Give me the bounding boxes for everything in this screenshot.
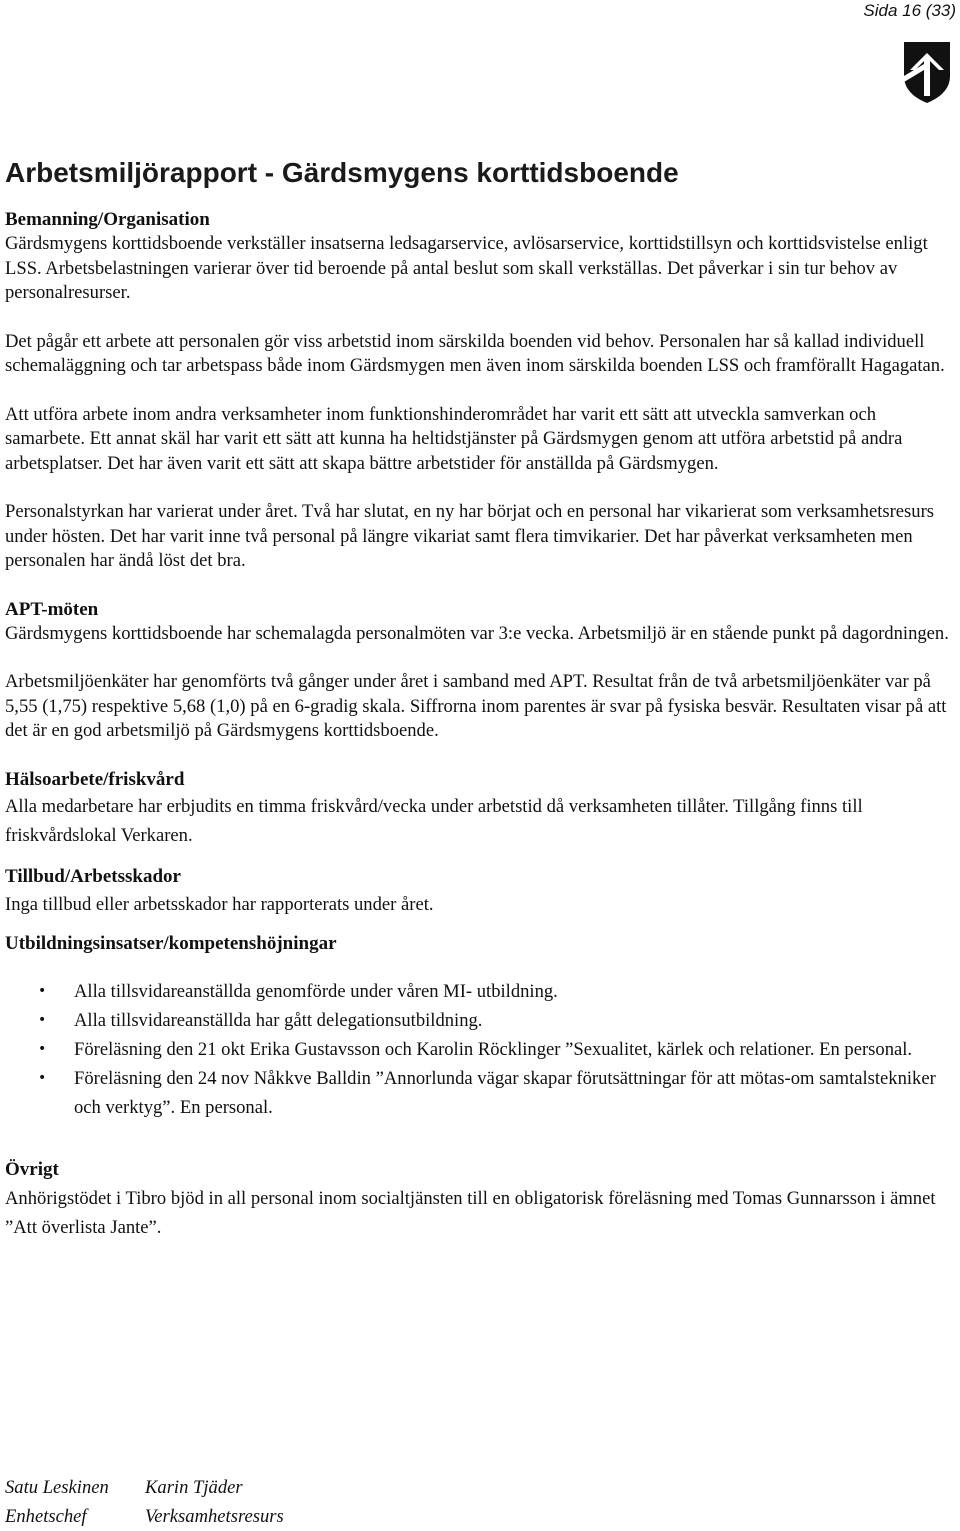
page-title: Arbetsmiljörapport - Gärdsmygens korttidsboende [5, 157, 679, 188]
section-heading: APT-möten [5, 598, 99, 620]
paragraph: Gärdsmygens korttidsboende verkställer insatserna ledsagarservice, avlösarservice, korttidstillsyn och korttidsvistelse enligt LSS. Arbetsbelastningen varierar över tid beroende på antal beslut som skall verkställas. Det påverkar i sin tur behov av personalresurser. [5, 233, 928, 303]
section-heading: Tillbud/Arbetsskador [5, 865, 181, 887]
signature [145, 1473, 284, 1531]
section-utbildning [5, 931, 955, 1122]
section-heading: Utbildningsinsatser/kompetenshöjningar [5, 932, 337, 954]
section-apt [5, 598, 955, 744]
bullet-icon: • [38, 1069, 47, 1086]
paragraph: Alla medarbetare har erbjudits en timma friskvård/vecka under arbetstid då verksamheten tillåter. Tillgång finns till friskvårdslokal Verkaren. [5, 795, 863, 846]
section-heading: Övrigt [5, 1158, 59, 1180]
paragraph: Personalstyrkan har varierat under året. Två har slutat, en ny har börjat och en personal har vikarierat som verksamhetsresurs under hösten. Det har varit inne två personal på längre vikariat samt flera timvikarier. Det har påverkat verksamheten men personalen har ändå löst det bra. [5, 501, 935, 571]
signature-role: Verksamhetsresurs [145, 1506, 284, 1527]
municipality-shield-icon [902, 40, 952, 104]
list-item [5, 1006, 955, 1035]
paragraph: Anhörigstödet i Tibro bjöd in all personal inom socialtjänsten till en obligatorisk föreläsning med Tomas Gunnarsson i ämnet ”Att överlista Jante”. [5, 1187, 936, 1238]
section-tillbud [5, 864, 955, 919]
list-item-text: Alla tillsvidareanställda har gått delegationsutbildning. [74, 1009, 483, 1031]
paragraph: Att utföra arbete inom andra verksamheter inom funktionshinderområdet har varit ett sätt att utveckla samverkan och samarbete. Ett annat skäl har varit ett sätt att kunna ha heltidstjänster på Gärdsmygen genom att utföra arbetstid på andra arbetsplatser. Det har även varit ett sätt att skapa bättre arbetstider för anställda på Gärdsmygen. [5, 403, 903, 474]
bullet-icon: • [38, 982, 47, 999]
section-heading: Hälsoarbete/friskvård [5, 768, 185, 790]
list-item-text: Alla tillsvidareanställda genomförde under våren MI- utbildning. [74, 980, 558, 1002]
signature-name: Karin Tjäder [145, 1477, 243, 1498]
list-item [5, 1064, 955, 1122]
bullet-icon: • [38, 1040, 47, 1057]
section-halsoarbete [5, 768, 955, 850]
page-number: Sida 16 (33) [863, 1, 956, 20]
section-heading: Bemanning/Organisation [5, 209, 210, 230]
signature-role: Enhetschef [5, 1506, 87, 1527]
list-item-text: Föreläsning den 24 nov Nåkkve Balldin ”Annorlunda vägar skapar förutsättningar för att mötas-om samtalstekniker och verktyg”. En personal. [74, 1067, 936, 1118]
paragraph: Inga tillbud eller arbetsskador har rapporterats under året. [5, 893, 434, 915]
bullet-list [5, 977, 955, 1122]
paragraph: Det pågår ett arbete att personalen gör viss arbetstid inom särskilda boenden vid behov. Personalen har så kallad individuell schemaläggning och tar arbetspass både inom Gärdsmygen men även inom särskilda boenden LSS och framförallt Hagagatan. [5, 330, 945, 376]
list-item [5, 977, 955, 1006]
document-body [5, 154, 955, 1242]
list-item-text: Föreläsning den 21 okt Erika Gustavsson och Karolin Röcklinger ”Sexualitet, kärlek och relationer. En personal. [74, 1038, 913, 1060]
signature-name: Satu Leskinen [5, 1477, 109, 1498]
paragraph: Arbetsmiljöenkäter har genomförts två gånger under året i samband med APT. Resultat från de två arbetsmiljöenkäter var på 5,55 (1,75) respektive 5,68 (1,0) på en 6-gradig skala. Siffrorna inom parentes är svar på fysiska besvär. Resultaten visar på att det är en god arbetsmiljö på Gärdsmygens korttidsboende. [5, 671, 947, 741]
paragraph: Gärdsmygens korttidsboende har schemalagda personalmöten var 3:e vecka. Arbetsmiljö är en stående punkt på dagordningen. [5, 622, 949, 644]
signature [5, 1473, 109, 1531]
list-item [5, 1035, 955, 1064]
section-ovrigt [5, 1156, 955, 1242]
bullet-icon: • [38, 1011, 47, 1028]
section-bemanning [5, 208, 955, 574]
